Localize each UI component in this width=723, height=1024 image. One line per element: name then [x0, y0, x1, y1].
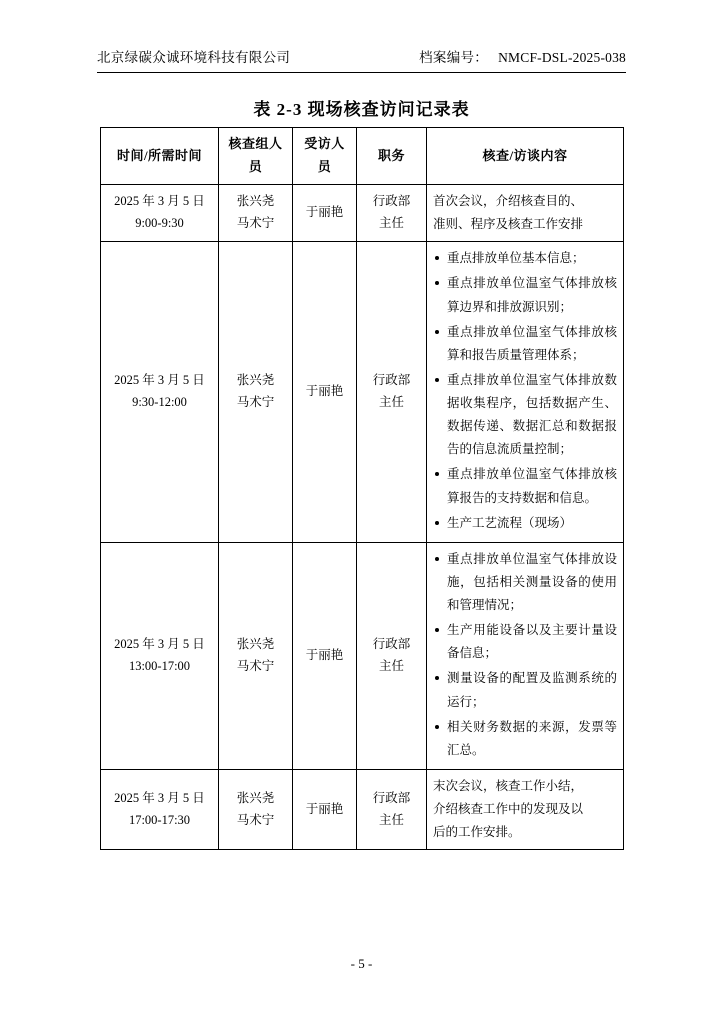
- time-date: 2025 年 3 月 5 日: [114, 790, 205, 805]
- column-header-time: 时间/所需时间: [101, 128, 219, 185]
- cell-role: [357, 542, 427, 769]
- table-header-row: [101, 128, 624, 185]
- cell-interviewee: 于丽艳: [293, 542, 357, 769]
- list-item: 生产工艺流程（现场）: [433, 512, 617, 535]
- content-line: 首次会议，介绍核查目的、: [433, 194, 584, 208]
- column-header-team: 核查组人员: [219, 128, 293, 185]
- cell-content: [427, 242, 624, 543]
- role-title: 主任: [378, 395, 404, 409]
- team-member-2: 马术宁: [236, 812, 275, 827]
- role-dept: 行政部: [372, 790, 411, 805]
- time-range: 9:00-9:30: [135, 216, 184, 231]
- page-number: - 5 -: [350, 956, 373, 971]
- archive-code: NMCF-DSL-2025-038: [498, 50, 626, 65]
- cell-role: [357, 185, 427, 242]
- table-row: [101, 242, 624, 543]
- content-lines: [433, 190, 617, 236]
- cell-time: [101, 769, 219, 849]
- time-range: 13:00-17:00: [128, 658, 191, 673]
- cell-interviewee: 于丽艳: [293, 242, 357, 543]
- page-title: 表 2-3 现场核查访问记录表: [253, 100, 470, 119]
- list-item: 重点排放单位温室气体排放核算和报告质量管理体系；: [433, 321, 617, 367]
- archive-number: [419, 46, 626, 66]
- content-line: 介绍核查工作中的发现及以: [433, 802, 584, 816]
- list-item: 重点排放单位温室气体排放数据收集程序，包括数据产生、数据传递、数据汇总和数据报告的信息流质量控制；: [433, 369, 617, 462]
- page-header: [97, 46, 626, 66]
- role-dept: 行政部: [372, 194, 411, 209]
- cell-interviewee: 于丽艳: [293, 769, 357, 849]
- cell-time: [101, 242, 219, 543]
- column-header-interviewee: 受访人员: [293, 128, 357, 185]
- table-row: [101, 769, 624, 849]
- list-item: 测量设备的配置及监测系统的运行；: [433, 667, 617, 713]
- cell-time: [101, 185, 219, 242]
- cell-team: [219, 542, 293, 769]
- time-date: 2025 年 3 月 5 日: [114, 636, 205, 651]
- table-row: [101, 542, 624, 769]
- role-title: 主任: [378, 216, 404, 231]
- archive-label: 档案编号：: [419, 50, 489, 65]
- company-name: 北京绿碳众诚环境科技有限公司: [97, 50, 291, 65]
- list-item: 生产用能设备以及主要计量设备信息；: [433, 619, 617, 665]
- list-item: 重点排放单位温室气体排放核算边界和排放源识别；: [433, 272, 617, 318]
- content-line: 准则、程序及核查工作安排: [433, 217, 584, 232]
- cell-team: [219, 242, 293, 543]
- team-member-2: 马术宁: [236, 658, 275, 673]
- role-title: 主任: [378, 658, 404, 673]
- cell-content: [427, 769, 624, 849]
- cell-time: [101, 542, 219, 769]
- content-bullet-list: [433, 247, 617, 535]
- list-item: 重点排放单位基本信息；: [433, 247, 617, 270]
- column-header-content: 核查/访谈内容: [427, 128, 624, 185]
- role-dept: 行政部: [372, 636, 411, 651]
- role-dept: 行政部: [372, 373, 411, 388]
- time-date: 2025 年 3 月 5 日: [114, 373, 205, 388]
- role-title: 主任: [378, 812, 404, 827]
- team-member-1: 张兴尧: [236, 790, 275, 805]
- cell-interviewee: 于丽艳: [293, 185, 357, 242]
- content-lines: [433, 775, 617, 844]
- content-line: 末次会议，核查工作小结，: [433, 778, 584, 793]
- cell-role: [357, 769, 427, 849]
- interview-record-table: [100, 127, 624, 850]
- time-range: 17:00-17:30: [128, 812, 191, 827]
- cell-team: [219, 185, 293, 242]
- time-range: 9:30-12:00: [132, 395, 187, 409]
- team-member-1: 张兴尧: [236, 373, 275, 388]
- cell-content: [427, 542, 624, 769]
- cell-content: [427, 185, 624, 242]
- team-member-2: 马术宁: [236, 216, 275, 231]
- cell-team: [219, 769, 293, 849]
- table-row: [101, 185, 624, 242]
- content-bullet-list: [433, 548, 617, 762]
- list-item: 重点排放单位温室气体排放设施，包括相关测量设备的使用和管理情况；: [433, 548, 617, 617]
- team-member-1: 张兴尧: [236, 636, 275, 651]
- team-member-1: 张兴尧: [236, 194, 275, 209]
- content-line: 后的工作安排。: [433, 825, 521, 840]
- list-item: 相关财务数据的来源，发票等汇总。: [433, 716, 617, 762]
- list-item: 重点排放单位温室气体排放核算报告的支持数据和信息。: [433, 463, 617, 509]
- team-member-2: 马术宁: [236, 395, 275, 409]
- column-header-role: 职务: [357, 128, 427, 185]
- time-date: 2025 年 3 月 5 日: [114, 194, 205, 209]
- header-divider: [97, 72, 626, 73]
- cell-role: [357, 242, 427, 543]
